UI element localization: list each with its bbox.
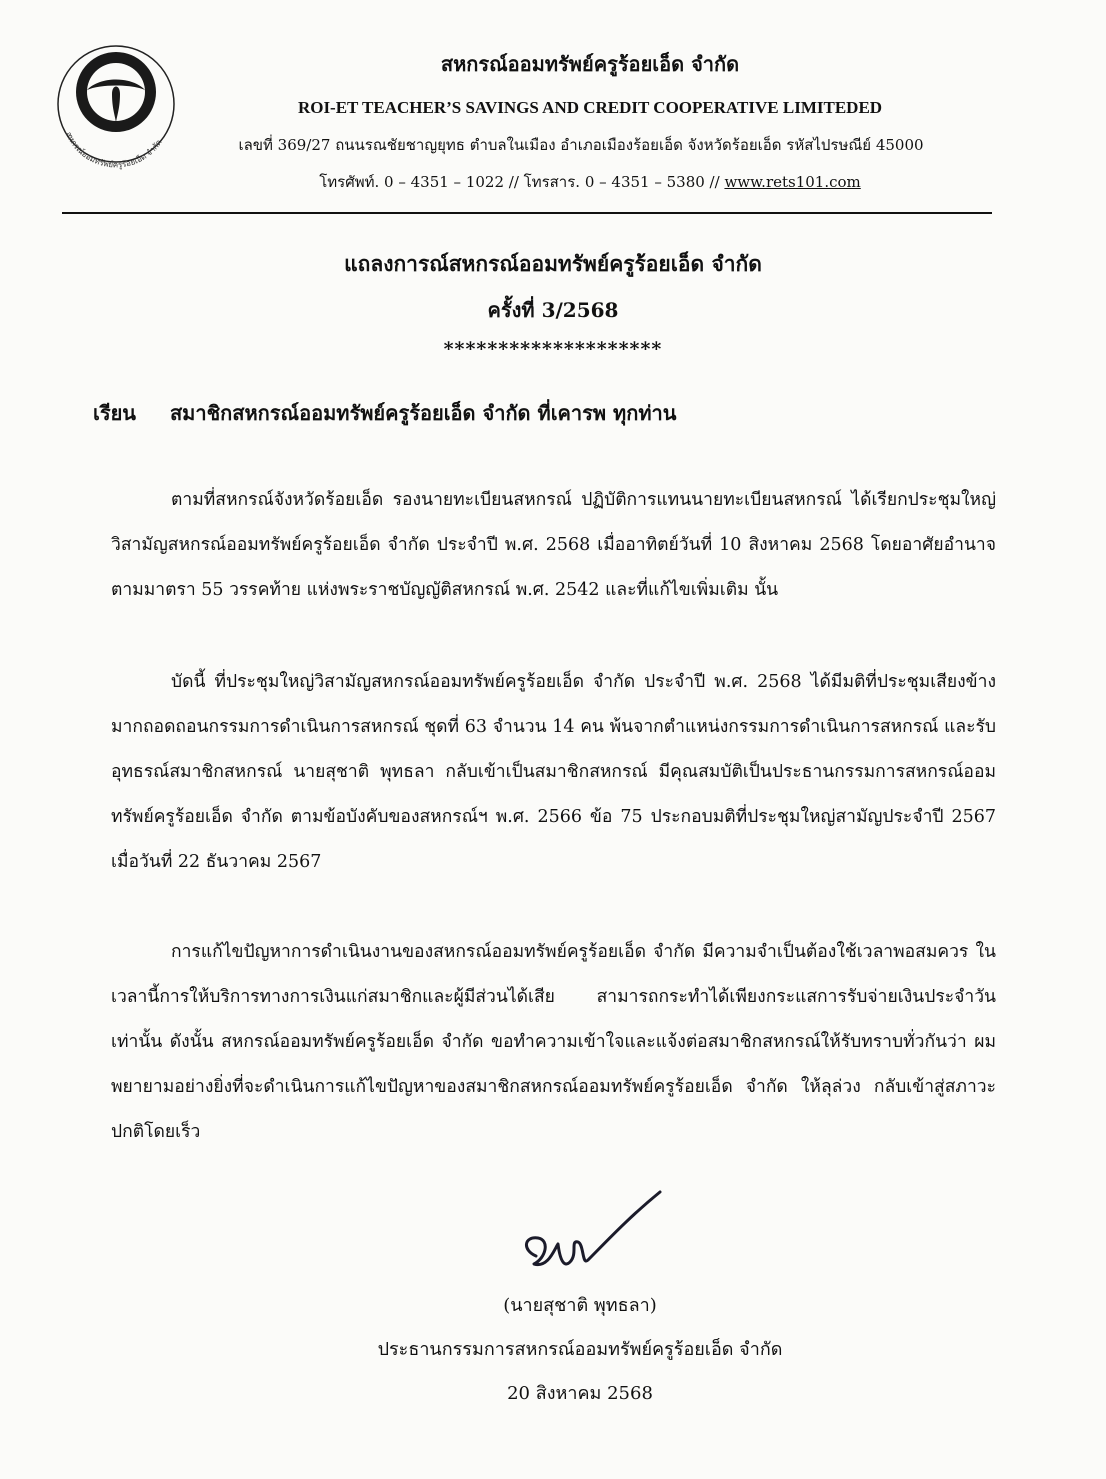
salutation-label: เรียน xyxy=(93,401,136,425)
document-subtitle: ครั้งที่ 3/2568 xyxy=(487,298,619,322)
cooperative-name-thai: สหกรณ์ออมทรัพย์ครูร้อยเอ็ด จำกัด xyxy=(440,52,740,76)
signatory-position: ประธานกรรมการสหกรณ์ออมทรัพย์ครูร้อยเอ็ด จำกัด xyxy=(377,1339,783,1360)
asterisk-separator: ******************** xyxy=(443,338,663,360)
salutation xyxy=(93,397,676,429)
signatory-name: (นายสุชาติ พุทธลา) xyxy=(503,1295,657,1316)
cooperative-logo xyxy=(40,32,188,180)
handwritten-signature xyxy=(508,1180,678,1290)
logo-ring-text: สหกรณ์ออมทรัพย์ครูร้อยเอ็ด จำกัด xyxy=(63,130,164,170)
document-title: แถลงการณ์สหกรณ์ออมทรัพย์ครูร้อยเอ็ด จำกัด xyxy=(344,251,762,276)
salutation-text: สมาชิกสหกรณ์ออมทรัพย์ครูร้อยเอ็ด จำกัด ที่เคารพ ทุกท่าน xyxy=(169,401,677,425)
svg-text:สหกรณ์ออมทรัพย์ครูร้อยเอ็ด จำก xyxy=(64,130,164,170)
header-divider xyxy=(62,212,992,214)
body-paragraph-3: การแก้ไขปัญหาการดำเนินงานของสหกรณ์ออมทรัพย์ครูร้อยเอ็ด จำกัด มีความจำเป็นต้องใช้เวลาพอสมควร ในเวลานี้การให้บริการทางการเงินแก่สมาชิกและผู้มีส่วนได้เสีย สามารถกระทำได้เพียงกระแสการรับจ่ายเงินประจำวันเท่านั้น ดังนั้น สหกรณ์ออมทรัพย์ครูร้อยเอ็ด จำกัด ขอทำความเข้าใจและแจ้งต่อสมาชิกสหกรณ์ให้รับทราบทั่วกันว่า ผมพยายามอย่างยิ่งที่จะดำเนินการแก้ไขปัญหาของสมาชิกสหกรณ์ออมทรัพย์ครูร้อยเอ็ด จำกัด ให้ลุล่วง กลับเข้าสู่สภาวะปกติโดยเร็ว xyxy=(111,942,996,1142)
cooperative-address: เลขที่ 369/27 ถนนรณชัยชาญยุทธ ตำบลในเมือง อำเภอเมืองร้อยเอ็ด จังหวัดร้อยเอ็ด รหัสไปรษณีย์ 45000 xyxy=(238,136,924,154)
body-paragraph-1: ตามที่สหกรณ์จังหวัดร้อยเอ็ด รองนายทะเบียนสหกรณ์ ปฏิบัติการแทนนายทะเบียนสหกรณ์ ได้เรียกประชุมใหญ่วิสามัญสหกรณ์ออมทรัพย์ครูร้อยเอ็ด จำกัด ประจำปี พ.ศ. 2568 เมื่ออาทิตย์วันที่ 10 สิงหาคม 2568 โดยอาศัยอำนาจตามมาตรา 55 วรรคท้าย แห่งพระราชบัญญัติสหกรณ์ พ.ศ. 2542 และที่แก้ไขเพิ่มเติม นั้น xyxy=(111,490,997,600)
contact-line xyxy=(200,170,980,194)
cooperative-name-english: ROI-ET TEACHER’S SAVINGS AND CREDIT COOPERATIVE LIMITEDED xyxy=(297,98,883,117)
body-paragraph-2: บัดนี้ ที่ประชุมใหญ่วิสามัญสหกรณ์ออมทรัพย์ครูร้อยเอ็ด จำกัด ประจำปี พ.ศ. 2568 ได้มีมติที่ประชุมเสียงข้างมากถอดถอนกรรมการดำเนินการสหกรณ์ ชุดที่ 63 จำนวน 14 คน พ้นจากตำแหน่งกรรมการดำเนินการสหกรณ์ และรับอุทธรณ์สมาชิกสหกรณ์ นายสุชาติ พุทธลา กลับเข้าเป็นสมาชิกสหกรณ์ มีคุณสมบัติเป็นประธานกรรมการสหกรณ์ออมทรัพย์ครูร้อยเอ็ด จำกัด ตามข้อบังคับของสหกรณ์ฯ พ.ศ. 2566 ข้อ 75 ประกอบมติที่ประชุมใหญ่สามัญประจำปี 2567 เมื่อวันที่ 22 ธันวาคม 2567 xyxy=(111,672,996,872)
website-link[interactable]: www.rets101.com xyxy=(724,173,861,191)
signature-date: 20 สิงหาคม 2568 xyxy=(507,1383,653,1404)
phone-fax: โทรศัพท์. 0 – 4351 – 1022 // โทรสาร. 0 – 4351 – 5380 // xyxy=(319,173,720,191)
